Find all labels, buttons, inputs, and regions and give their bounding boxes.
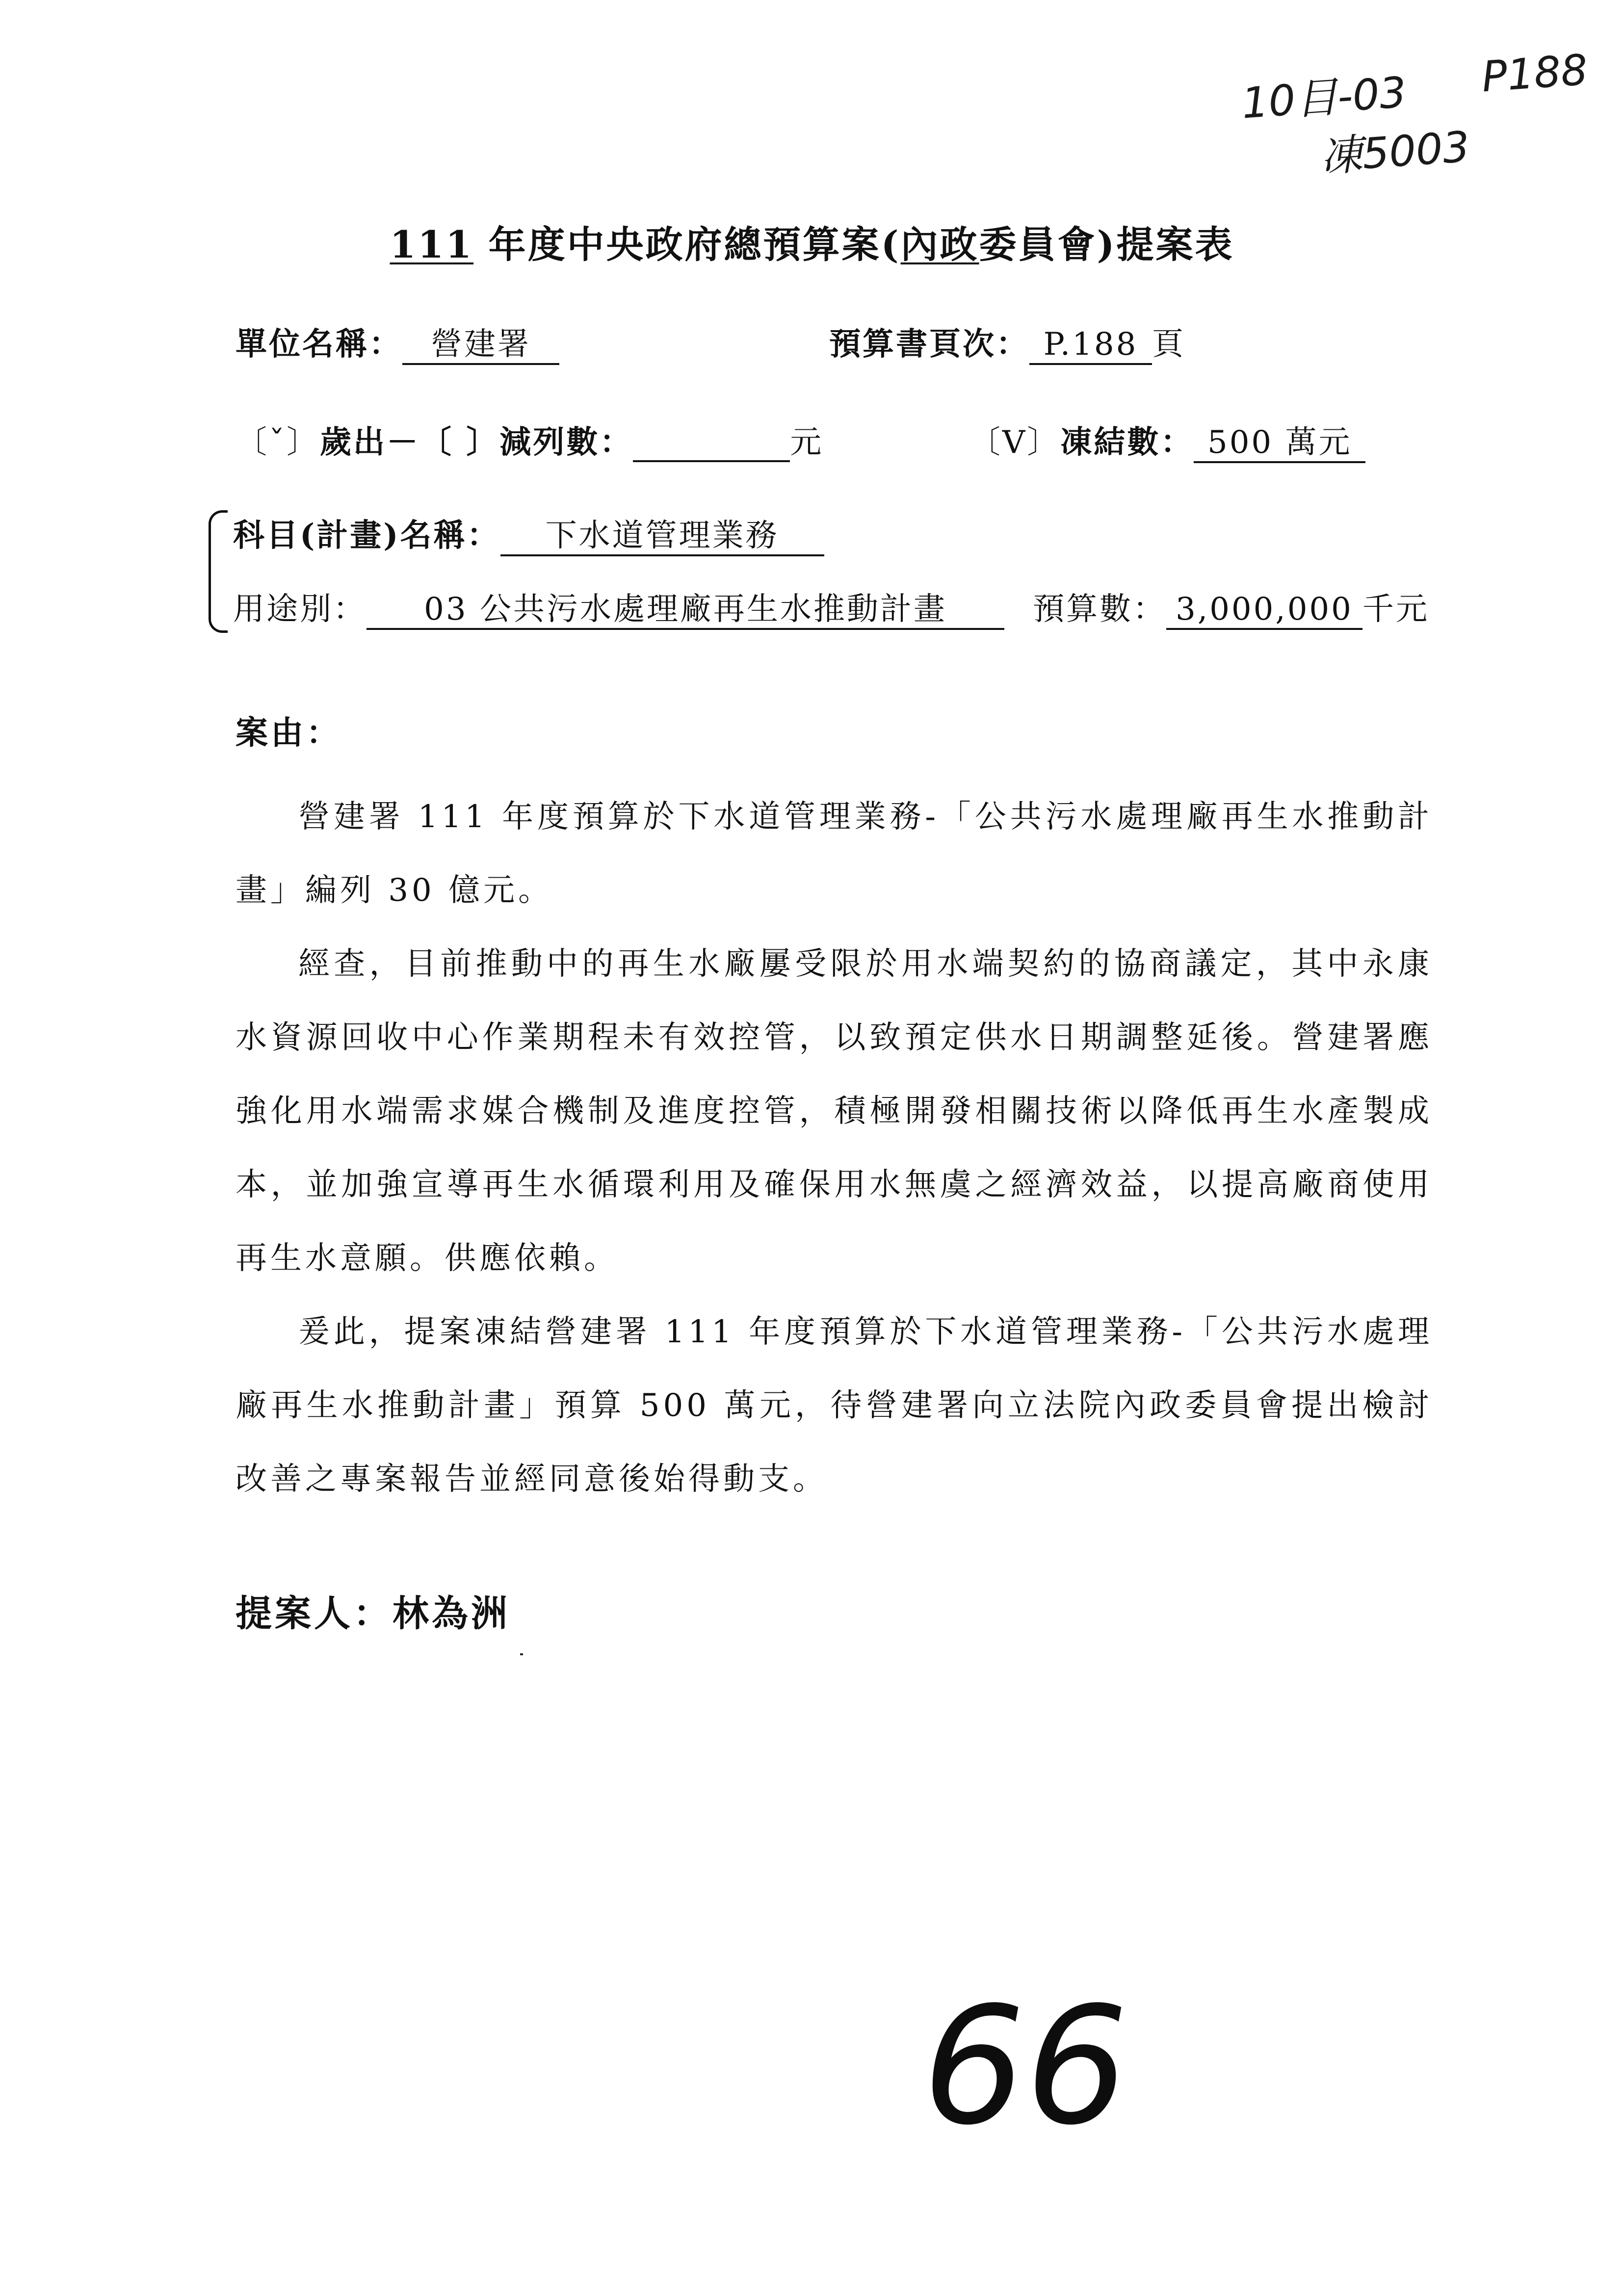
proposer-label: 提案人： [236, 1592, 393, 1635]
reason-body [236, 780, 1433, 1516]
expenditure-row [236, 417, 823, 462]
reason-paragraph-3: 爰此，提案凍結營建署 111 年度預算於下水道管理業務-「公共污水處理廠再生水推動計畫」預算 500 萬元，待營建署向立法院內政委員會提出檢討改善之專案報告並經同意後始得動支。 [236, 1314, 1433, 1497]
subject-row [233, 510, 824, 556]
handwritten-page-number: 66 [922, 1972, 1128, 2161]
handwritten-code: 10目-03 [1240, 68, 1408, 129]
reason-heading: 案由： [236, 713, 341, 752]
budget-amount-unit: 千元 [1362, 591, 1429, 627]
expenditure-label: 歲出－〔 〕減列數： [320, 424, 633, 461]
budget-amount-row [1033, 584, 1429, 630]
bracket-decoration [209, 510, 228, 633]
budget-page-row [829, 319, 1185, 365]
budget-amount-value: 3,000,000 [1166, 592, 1362, 630]
freeze-label: 凍結數： [1060, 424, 1194, 461]
reason-paragraph-2: 經查，目前推動中的再生水廠屢受限於用水端契約的協商議定，其中永康水資源回收中心作業期程未有效控管，以致預定供水日期調整延後。營建署應強化用水端需求媒合機制及進度控管，積極開發相關技術以降低再生水產製成本，並加強宣導再生水循環利用及確保用水無虞之經濟效益，以提高廠商使用再生水意願。供應依賴。 [236, 946, 1433, 1277]
title-suffix: )提案表 [1097, 223, 1234, 266]
reason-paragraph-1: 營建署 111 年度預算於下水道管理業務-「公共污水處理廠再生水推動計畫」編列 30 億元。 [236, 799, 1433, 909]
handwritten-freeze-note: 凍5003 [1318, 122, 1471, 182]
reduce-value [633, 424, 790, 462]
page-title [0, 215, 1624, 268]
title-committee-rest: 委員會 [979, 223, 1097, 266]
budget-page-value: P.188 [1029, 327, 1152, 365]
budget-page-label: 預算書頁次： [829, 326, 1029, 363]
budget-amount-label: 預算數： [1033, 591, 1166, 627]
subject-value: 下水道管理業務 [500, 518, 824, 556]
subject-label: 科目(計畫)名稱： [233, 517, 500, 554]
expenditure-checkbox: 〔ˇ〕 [236, 424, 320, 461]
proposer [236, 1585, 510, 1637]
usage-value: 03 公共污水處理廠再生水推動計畫 [367, 592, 1004, 630]
proposer-name: 林為洲 [393, 1592, 510, 1635]
reduce-unit: 元 [790, 424, 824, 461]
title-part: 年度中央政府總預算案( [473, 223, 901, 266]
title-year: 111 [390, 223, 474, 266]
freeze-checkbox: 〔V〕 [969, 424, 1061, 461]
unit-row [236, 319, 559, 365]
freeze-row [969, 417, 1365, 463]
freeze-value: 500 萬元 [1194, 425, 1365, 463]
unit-label: 單位名稱： [236, 326, 402, 363]
usage-row [233, 584, 1004, 630]
usage-label: 用途別： [233, 591, 367, 627]
title-committee: 內政 [900, 223, 979, 266]
handwritten-page-ref: P188 [1480, 45, 1590, 102]
unit-value: 營建署 [402, 327, 559, 365]
budget-page-suffix: 頁 [1152, 326, 1185, 363]
scan-speck [520, 1653, 523, 1655]
